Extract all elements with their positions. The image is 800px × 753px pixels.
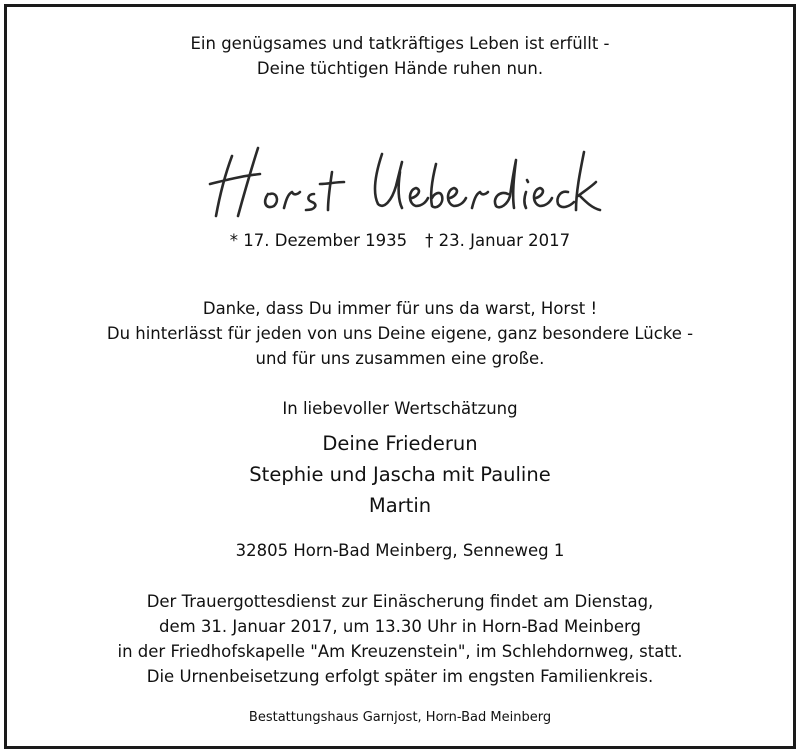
message-line-2: Du hinterlässt für jeden von uns Deine eigene, ganz besondere Lücke - xyxy=(106,324,694,343)
mourner-3: Martin xyxy=(368,494,432,517)
message-line-3: und für uns zusammen eine große. xyxy=(255,349,545,368)
service-line-2: dem 31. Januar 2017, um 13.30 Uhr in Horn-Bad Meinberg xyxy=(158,617,642,636)
handwritten-signature xyxy=(196,112,614,230)
service-line-3: in der Friedhofskapelle "Am Kreuzenstein", im Schlehdornweg, statt. xyxy=(117,642,683,661)
mourner-1: Deine Friederun xyxy=(322,432,478,455)
service-line-1: Der Trauergottesdienst zur Einäscherung findet am Dienstag, xyxy=(146,592,654,611)
birth-date: * 17. Dezember 1935 xyxy=(229,231,408,250)
closing-phrase: In liebevoller Wertschätzung xyxy=(282,399,518,418)
motto-line-2: Deine tüchtigen Hände ruhen nun. xyxy=(256,59,544,78)
funeral-home: Bestattungshaus Garnjost, Horn-Bad Meinberg xyxy=(248,710,552,725)
family-address: 32805 Horn-Bad Meinberg, Senneweg 1 xyxy=(235,541,565,560)
message-line-1: Danke, dass Du immer für uns da warst, Horst ! xyxy=(202,299,598,318)
death-date: † 23. Januar 2017 xyxy=(425,231,571,250)
mourner-2: Stephie und Jascha mit Pauline xyxy=(249,463,551,486)
service-line-4: Die Urnenbeisetzung erfolgt später im engsten Familienkreis. xyxy=(146,667,654,686)
motto-line-1: Ein genügsames und tatkräftiges Leben ist erfüllt - xyxy=(190,34,610,53)
life-dates xyxy=(0,233,800,250)
